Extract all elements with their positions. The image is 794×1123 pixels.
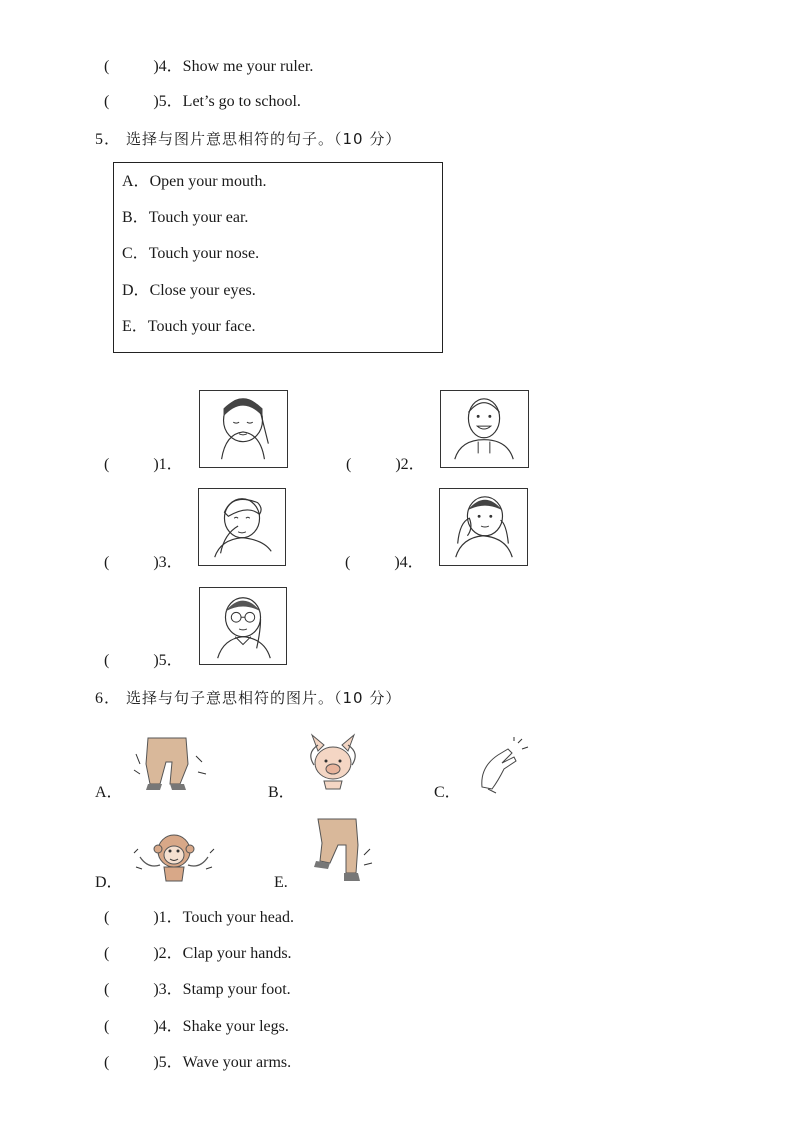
item-number: 4． bbox=[399, 554, 424, 571]
picture-wave-arms bbox=[130, 823, 218, 889]
section6-item-1 bbox=[104, 908, 294, 928]
options-box bbox=[113, 162, 443, 353]
question-item-4 bbox=[104, 57, 313, 77]
item-number: 1． bbox=[158, 909, 183, 926]
item-number: 3． bbox=[158, 981, 183, 998]
legs-illustration-icon bbox=[308, 815, 374, 885]
option-c: C．Touch your nose. bbox=[122, 245, 260, 262]
picture-label-b: B． bbox=[268, 784, 295, 801]
option-b: B．Touch your ear. bbox=[122, 209, 249, 226]
answer-paren-close: ) bbox=[394, 554, 400, 571]
section-number: 5． bbox=[95, 131, 122, 148]
item-number: 3． bbox=[158, 554, 183, 571]
item-text: Show me your ruler. bbox=[182, 58, 314, 75]
picture-label-a: A． bbox=[95, 784, 123, 801]
answer-paren-close: ) bbox=[153, 456, 159, 473]
item-number: 5． bbox=[158, 93, 183, 110]
answer-paren-open[interactable]: ( bbox=[346, 456, 352, 473]
answer-paren-open[interactable]: ( bbox=[104, 93, 110, 110]
picture-item-3-label bbox=[104, 553, 183, 573]
item-number: 4． bbox=[158, 58, 183, 75]
answer-paren-close: ) bbox=[153, 652, 159, 669]
face-illustration-icon bbox=[200, 391, 287, 467]
answer-paren-open[interactable]: ( bbox=[104, 945, 110, 962]
answer-paren-close: ) bbox=[153, 981, 159, 998]
picture-label-d: D． bbox=[95, 874, 123, 891]
picture-clap-hands bbox=[468, 737, 530, 795]
answer-paren-open[interactable]: ( bbox=[104, 456, 110, 473]
option-e: E．Touch your face. bbox=[122, 318, 256, 335]
item-text: Shake your legs. bbox=[182, 1018, 289, 1035]
item-number: 4． bbox=[158, 1018, 183, 1035]
section-5-heading bbox=[95, 129, 401, 150]
section6-item-3 bbox=[104, 980, 291, 1000]
answer-paren-close: ) bbox=[153, 945, 159, 962]
item-number: 1． bbox=[158, 456, 183, 473]
option-a: A．Open your mouth. bbox=[122, 173, 267, 190]
answer-paren-open[interactable]: ( bbox=[104, 652, 110, 669]
picture-label-e: E. bbox=[274, 874, 288, 891]
picture-open-mouth bbox=[440, 390, 529, 468]
section-6-heading bbox=[95, 688, 401, 709]
section6-item-5 bbox=[104, 1053, 291, 1073]
question-item-5 bbox=[104, 92, 301, 112]
item-number: 2． bbox=[400, 456, 425, 473]
section6-item-4 bbox=[104, 1017, 289, 1037]
picture-touch-nose bbox=[198, 488, 286, 566]
answer-paren-close: ) bbox=[153, 58, 159, 75]
picture-item-1-label bbox=[104, 455, 183, 475]
answer-paren-close: ) bbox=[395, 456, 401, 473]
hands-illustration-icon bbox=[468, 737, 530, 795]
picture-label-c: C． bbox=[434, 784, 461, 801]
item-text: Touch your head. bbox=[182, 909, 294, 926]
section-instruction: 选择与句子意思相符的图片。（10 分） bbox=[126, 689, 402, 707]
answer-paren-open[interactable]: ( bbox=[104, 554, 110, 571]
answer-paren-close: ) bbox=[153, 909, 159, 926]
picture-item-2-label bbox=[346, 455, 425, 475]
answer-paren-close: ) bbox=[153, 554, 159, 571]
section-number: 6． bbox=[95, 690, 122, 707]
answer-paren-open[interactable]: ( bbox=[345, 554, 351, 571]
item-text: Stamp your foot. bbox=[182, 981, 291, 998]
legs-illustration-icon bbox=[130, 734, 210, 792]
monkey-illustration-icon bbox=[130, 823, 218, 889]
item-text: Clap your hands. bbox=[182, 945, 292, 962]
item-text: Let’s go to school. bbox=[182, 93, 301, 110]
picture-close-eyes bbox=[199, 390, 288, 468]
section-instruction: 选择与图片意思相符的句子。（10 分） bbox=[126, 130, 402, 148]
face-illustration-icon bbox=[200, 588, 286, 664]
answer-paren-open[interactable]: ( bbox=[104, 909, 110, 926]
picture-item-5-label bbox=[104, 651, 183, 671]
picture-stamp-foot bbox=[308, 815, 374, 885]
pig-illustration-icon bbox=[300, 725, 366, 791]
item-text: Wave your arms. bbox=[182, 1054, 292, 1071]
option-d: D．Close your eyes. bbox=[122, 282, 256, 299]
item-number: 5． bbox=[158, 652, 183, 669]
answer-paren-close: ) bbox=[153, 1018, 159, 1035]
picture-touch-head bbox=[300, 725, 366, 791]
face-illustration-icon bbox=[440, 489, 527, 565]
picture-touch-face bbox=[439, 488, 528, 566]
answer-paren-close: ) bbox=[153, 93, 159, 110]
face-illustration-icon bbox=[199, 489, 285, 565]
answer-paren-open[interactable]: ( bbox=[104, 1018, 110, 1035]
answer-paren-open[interactable]: ( bbox=[104, 981, 110, 998]
item-number: 5． bbox=[158, 1054, 183, 1071]
item-number: 2． bbox=[158, 945, 183, 962]
face-illustration-icon bbox=[441, 391, 528, 467]
picture-item-4-label bbox=[345, 553, 424, 573]
picture-touch-ear bbox=[199, 587, 287, 665]
answer-paren-open[interactable]: ( bbox=[104, 1054, 110, 1071]
answer-paren-close: ) bbox=[153, 1054, 159, 1071]
section6-item-2 bbox=[104, 944, 292, 964]
answer-paren-open[interactable]: ( bbox=[104, 58, 110, 75]
picture-shake-legs bbox=[130, 734, 210, 792]
